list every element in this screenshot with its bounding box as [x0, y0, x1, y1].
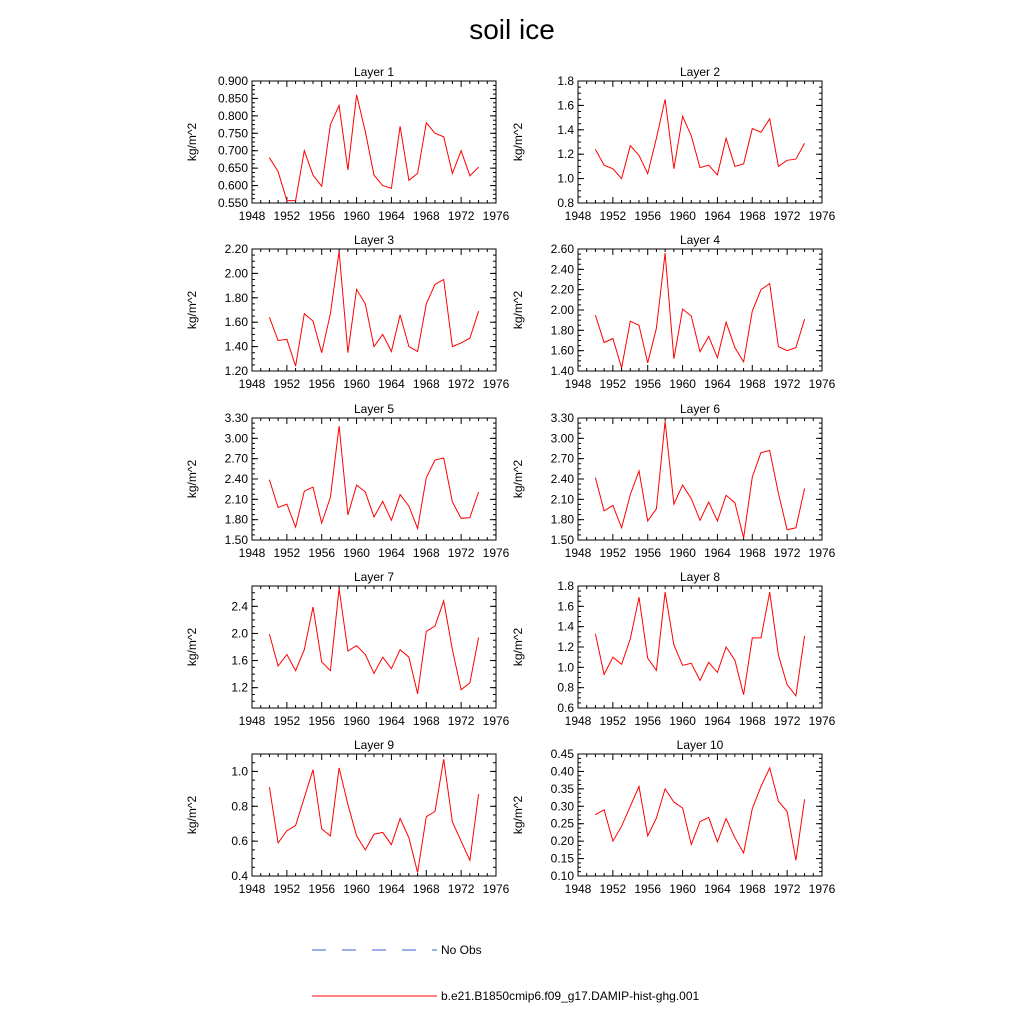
- x-tick-label: 1968: [738, 882, 766, 896]
- y-tick-label: 0.35: [550, 781, 574, 796]
- y-tick-label: 1.60: [224, 315, 248, 330]
- x-tick-label: 1948: [238, 882, 266, 896]
- y-tick-label: 1.60: [550, 343, 574, 358]
- panel-layer-7: [185, 570, 510, 728]
- y-tick-label: 1.80: [224, 512, 248, 527]
- x-tick-label: 1956: [308, 882, 336, 896]
- y-tick-label: 2.00: [550, 303, 574, 317]
- y-axis-label: kg/m^2: [185, 459, 199, 499]
- y-tick-label: 1.8: [557, 579, 574, 593]
- series-line: [269, 426, 478, 528]
- y-tick-label: 1.50: [224, 533, 248, 547]
- y-tick-label: 1.80: [550, 512, 574, 527]
- y-tick-label: 0.8: [557, 680, 574, 695]
- x-tick-label: 1976: [482, 546, 510, 560]
- panel-layer-8: [511, 570, 836, 728]
- x-tick-label: 1956: [634, 377, 662, 391]
- x-tick-label: 1964: [378, 882, 405, 896]
- x-tick-label: 1968: [738, 209, 766, 223]
- x-tick-label: 1948: [238, 209, 266, 223]
- x-tick-label: 1952: [599, 882, 627, 896]
- y-tick-label: 2.40: [550, 262, 574, 277]
- y-tick-label: 1.0: [231, 764, 248, 779]
- y-tick-label: 2.20: [224, 242, 248, 256]
- x-tick-label: 1964: [704, 209, 731, 223]
- x-tick-label: 1972: [773, 882, 801, 896]
- series-line: [595, 421, 804, 538]
- y-tick-label: 0.45: [550, 747, 574, 761]
- y-tick-label: 0.4: [231, 869, 248, 883]
- series-line: [269, 759, 478, 872]
- plot-frame: [252, 418, 496, 540]
- y-tick-label: 3.30: [224, 411, 248, 425]
- x-tick-label: 1976: [808, 714, 836, 728]
- x-tick-label: 1972: [773, 546, 801, 560]
- x-tick-label: 1960: [343, 377, 370, 391]
- x-tick-label: 1960: [669, 882, 696, 896]
- x-tick-label: 1960: [343, 546, 370, 560]
- y-tick-label: 2.00: [224, 266, 248, 281]
- panel-title: Layer 2: [679, 65, 721, 79]
- x-tick-label: 1956: [634, 209, 662, 223]
- panel-layer-4: [511, 233, 836, 391]
- y-axis-label: kg/m^2: [511, 627, 525, 667]
- y-tick-label: 1.2: [231, 680, 248, 695]
- y-tick-label: 1.40: [224, 339, 248, 354]
- y-tick-label: 2.0: [231, 626, 248, 641]
- panel-layer-5: [185, 402, 510, 560]
- x-tick-label: 1976: [482, 714, 510, 728]
- y-tick-label: 1.2: [557, 147, 574, 162]
- y-tick-label: 1.20: [224, 364, 248, 378]
- x-tick-label: 1960: [343, 882, 370, 896]
- y-tick-label: 1.2: [557, 640, 574, 654]
- legend: [312, 943, 699, 1003]
- plot-frame: [252, 754, 496, 876]
- series-line: [595, 592, 804, 696]
- panel-title: Layer 9: [353, 738, 395, 752]
- x-tick-label: 1952: [599, 546, 627, 560]
- y-axis-label: kg/m^2: [511, 459, 525, 499]
- y-tick-label: 2.70: [550, 451, 574, 466]
- plot-frame: [252, 249, 496, 371]
- x-tick-label: 1972: [773, 209, 801, 223]
- y-tick-label: 0.550: [217, 196, 248, 210]
- y-axis-label: kg/m^2: [511, 795, 525, 835]
- x-tick-label: 1972: [447, 546, 475, 560]
- y-tick-label: 1.4: [557, 122, 574, 137]
- plot-frame: [578, 754, 822, 876]
- y-tick-label: 0.8: [231, 799, 248, 814]
- panel-layer-6: [511, 402, 836, 560]
- x-tick-label: 1976: [808, 377, 836, 391]
- x-tick-label: 1956: [634, 882, 662, 896]
- x-tick-label: 1976: [482, 377, 510, 391]
- x-tick-label: 1948: [238, 714, 266, 728]
- y-axis-label: kg/m^2: [185, 627, 199, 667]
- y-tick-label: 0.8: [557, 196, 574, 210]
- plot-frame: [578, 586, 822, 708]
- x-tick-label: 1976: [482, 882, 510, 896]
- y-tick-label: 1.0: [557, 171, 574, 186]
- y-tick-label: 0.30: [550, 799, 574, 814]
- panel-layer-9: [185, 738, 510, 896]
- y-tick-label: 0.600: [217, 178, 248, 193]
- y-tick-label: 1.4: [557, 619, 574, 634]
- x-tick-label: 1964: [378, 209, 405, 223]
- x-tick-label: 1968: [412, 714, 440, 728]
- x-tick-label: 1964: [704, 377, 731, 391]
- x-tick-label: 1972: [773, 377, 801, 391]
- y-tick-label: 2.70: [224, 451, 248, 466]
- y-tick-label: 3.00: [224, 431, 248, 446]
- y-tick-label: 1.8: [557, 74, 574, 88]
- x-tick-label: 1976: [808, 209, 836, 223]
- x-tick-label: 1964: [378, 546, 405, 560]
- x-tick-label: 1952: [599, 377, 627, 391]
- x-tick-label: 1948: [238, 546, 266, 560]
- x-tick-label: 1968: [738, 714, 766, 728]
- y-tick-label: 2.10: [224, 492, 248, 507]
- x-tick-label: 1964: [704, 714, 731, 728]
- x-tick-label: 1964: [378, 377, 405, 391]
- x-tick-label: 1956: [634, 714, 662, 728]
- x-tick-label: 1956: [308, 209, 336, 223]
- x-tick-label: 1964: [704, 882, 731, 896]
- x-tick-label: 1956: [308, 714, 336, 728]
- plot-frame: [252, 81, 496, 203]
- y-tick-label: 1.50: [550, 533, 574, 547]
- y-tick-label: 1.6: [557, 98, 574, 113]
- panel-title: Layer 3: [353, 233, 395, 247]
- panel-layer-2: [511, 65, 836, 223]
- panel-title: Layer 10: [676, 738, 724, 752]
- x-tick-label: 1948: [564, 209, 592, 223]
- y-tick-label: 0.25: [550, 816, 574, 831]
- x-tick-label: 1960: [669, 546, 696, 560]
- plot-frame: [578, 81, 822, 203]
- y-tick-label: 0.850: [217, 91, 248, 106]
- x-tick-label: 1948: [564, 882, 592, 896]
- series-line: [269, 589, 478, 694]
- y-tick-label: 1.40: [550, 364, 574, 378]
- y-tick-label: 0.900: [217, 74, 248, 88]
- y-tick-label: 2.4: [231, 599, 248, 614]
- x-tick-label: 1976: [808, 546, 836, 560]
- panel-layer-1: [185, 65, 510, 223]
- x-tick-label: 1972: [447, 377, 475, 391]
- y-axis-label: kg/m^2: [185, 290, 199, 330]
- x-tick-label: 1976: [482, 209, 510, 223]
- x-tick-label: 1952: [599, 209, 627, 223]
- x-tick-label: 1976: [808, 882, 836, 896]
- x-tick-label: 1948: [564, 546, 592, 560]
- panel-title: Layer 7: [353, 570, 395, 584]
- series-line: [595, 768, 804, 860]
- y-tick-label: 0.20: [550, 834, 574, 849]
- x-tick-label: 1948: [238, 377, 266, 391]
- plot-frame: [252, 586, 496, 708]
- y-axis-label: kg/m^2: [185, 795, 199, 835]
- legend-label-model: b.e21.B1850cmip6.f09_g17.DAMIP-hist-ghg.001: [441, 989, 700, 1003]
- x-tick-label: 1956: [308, 377, 336, 391]
- panel-title: Layer 5: [353, 402, 395, 416]
- y-tick-label: 1.80: [224, 290, 248, 305]
- x-tick-label: 1968: [738, 546, 766, 560]
- series-line: [595, 253, 804, 368]
- x-tick-label: 1956: [308, 546, 336, 560]
- x-tick-label: 1972: [447, 882, 475, 896]
- y-axis-label: kg/m^2: [511, 290, 525, 330]
- x-tick-label: 1968: [412, 882, 440, 896]
- y-axis-label: kg/m^2: [511, 122, 525, 162]
- y-tick-label: 1.80: [550, 323, 574, 338]
- x-tick-label: 1972: [773, 714, 801, 728]
- x-tick-label: 1952: [273, 377, 301, 391]
- x-tick-label: 1968: [412, 209, 440, 223]
- y-tick-label: 0.6: [557, 701, 574, 715]
- y-axis-label: kg/m^2: [185, 122, 199, 162]
- series-line: [269, 95, 478, 201]
- y-tick-label: 2.20: [550, 282, 574, 297]
- x-tick-label: 1952: [599, 714, 627, 728]
- panel-title: Layer 8: [679, 570, 721, 584]
- panel-title: Layer 6: [679, 402, 721, 416]
- x-tick-label: 1964: [378, 714, 405, 728]
- x-tick-label: 1952: [273, 209, 301, 223]
- panel-layer-10: [511, 738, 836, 896]
- x-tick-label: 1960: [343, 209, 370, 223]
- y-tick-label: 3.00: [550, 431, 574, 446]
- y-tick-label: 0.800: [217, 108, 248, 123]
- y-tick-label: 0.750: [217, 126, 248, 141]
- y-tick-label: 0.700: [217, 143, 248, 158]
- y-tick-label: 1.6: [231, 653, 248, 668]
- x-tick-label: 1968: [412, 377, 440, 391]
- y-tick-label: 1.0: [557, 660, 574, 675]
- x-tick-label: 1948: [564, 377, 592, 391]
- panel-layer-3: [185, 233, 510, 391]
- x-tick-label: 1972: [447, 714, 475, 728]
- panel-title: Layer 4: [679, 233, 721, 247]
- legend-label-no-obs: No Obs: [441, 943, 482, 957]
- y-tick-label: 2.60: [550, 242, 574, 256]
- x-tick-label: 1960: [669, 377, 696, 391]
- x-tick-label: 1964: [704, 546, 731, 560]
- x-tick-label: 1960: [669, 714, 696, 728]
- y-tick-label: 0.40: [550, 764, 574, 779]
- x-tick-label: 1972: [447, 209, 475, 223]
- x-tick-label: 1956: [634, 546, 662, 560]
- x-tick-label: 1960: [343, 714, 370, 728]
- x-tick-label: 1952: [273, 546, 301, 560]
- x-tick-label: 1952: [273, 882, 301, 896]
- y-tick-label: 3.30: [550, 411, 574, 425]
- y-tick-label: 2.10: [550, 492, 574, 507]
- x-tick-label: 1948: [564, 714, 592, 728]
- panel-title: Layer 1: [353, 65, 395, 79]
- y-tick-label: 0.15: [550, 851, 574, 866]
- x-tick-label: 1968: [738, 377, 766, 391]
- y-tick-label: 2.40: [550, 472, 574, 486]
- y-tick-label: 2.40: [224, 472, 248, 486]
- x-tick-label: 1952: [273, 714, 301, 728]
- y-tick-label: 0.650: [217, 161, 248, 176]
- series-line: [595, 99, 804, 178]
- y-tick-label: 0.10: [550, 869, 574, 883]
- y-tick-label: 1.6: [557, 599, 574, 614]
- chart-title: soil ice: [469, 14, 555, 45]
- y-tick-label: 0.6: [231, 834, 248, 849]
- x-tick-label: 1960: [669, 209, 696, 223]
- series-line: [269, 251, 478, 366]
- x-tick-label: 1968: [412, 546, 440, 560]
